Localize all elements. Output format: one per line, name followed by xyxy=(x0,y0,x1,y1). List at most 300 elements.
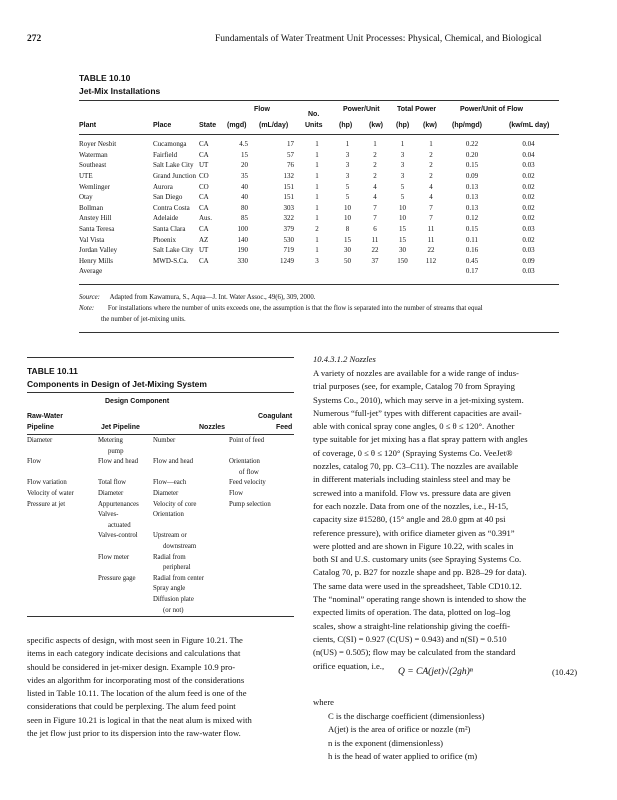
table1-cell: 3 xyxy=(345,161,350,170)
table1-cell: 0.02 xyxy=(522,214,535,223)
source-label: Source: xyxy=(79,294,100,301)
table1-cell: 1 xyxy=(315,203,319,212)
table1-cell: 10 xyxy=(344,214,351,223)
table1-cell: 112 xyxy=(425,256,437,265)
table1-row xyxy=(79,150,559,161)
table1-cell: 7 xyxy=(429,214,433,223)
table1-group-total-power: Total Power xyxy=(397,106,437,113)
table2-cell: Valves- actuated xyxy=(98,511,131,529)
table1-cell: 0.13 xyxy=(465,193,479,202)
definition-item: n is the exponent (dimensionless) xyxy=(328,737,444,748)
table1-cell: 0.11 xyxy=(466,235,478,244)
left-line: specific aspects of design, with most seen in Figure 10.21. The xyxy=(27,635,243,645)
table1-cell: UTE xyxy=(79,172,93,181)
right-line: Numerous “full-jet” types with different capacities are avail- xyxy=(313,407,522,418)
table2-head-nozzles: Nozzles xyxy=(199,424,226,431)
right-line: for each nozzle. Data from one of the nozzles, i.e., H-15, xyxy=(313,500,509,511)
definitions xyxy=(328,710,598,763)
table2-cell xyxy=(98,595,153,616)
table1-cell: 0.12 xyxy=(465,214,479,223)
table1-cell: Contra Costa xyxy=(153,203,190,212)
right-line: both SI and U.S. customary units (see Spraying Systems Co. xyxy=(313,554,522,565)
table1-cell: 3 xyxy=(345,172,350,181)
table1-cell: 2 xyxy=(373,161,377,170)
table1-cell: 190 xyxy=(237,246,248,255)
table1-title: Jet-Mix Installations xyxy=(79,86,161,96)
table1-cell: 22 xyxy=(371,246,379,255)
table1-cell: 1 xyxy=(315,235,319,244)
table1-cell: 2 xyxy=(315,225,319,234)
table1-cell: 7 xyxy=(373,214,377,223)
table2-title: Components in Design of Jet-Mixing System xyxy=(27,379,207,389)
table2-cell: Appurtenances xyxy=(98,500,139,508)
table2-cell: Metering pump xyxy=(98,437,124,455)
table2-row xyxy=(27,574,294,585)
table1-cell: 0.02 xyxy=(522,172,535,181)
table1-cell: 0.16 xyxy=(465,246,479,255)
table2-cell xyxy=(27,553,98,574)
table2-head-raw-2: Pipeline xyxy=(27,424,54,431)
table1-col-total-kw: (kw) xyxy=(423,122,437,129)
table1-cell: 132 xyxy=(283,172,294,181)
table1-cell: 0.09 xyxy=(522,256,535,265)
table1-cell: 5 xyxy=(400,182,405,191)
table1-cell: 10 xyxy=(399,203,406,212)
table2-head-coag-2: Feed xyxy=(276,424,293,431)
table1-cell: 151 xyxy=(283,193,294,202)
table1-row xyxy=(79,203,559,214)
table1-col-kw-ml-day: (kw/mL day) xyxy=(509,122,550,129)
page-number: 272 xyxy=(27,34,42,44)
table1-cell: 0.15 xyxy=(465,161,479,170)
table1-cell: 719 xyxy=(283,246,294,255)
right-line: The “nominal” operating range shown is intended to show the xyxy=(313,594,527,605)
table1-cell xyxy=(300,266,334,277)
table1-cell xyxy=(153,266,199,277)
right-line: Systems Co., 2010), which may serve in a jet-mixing system. xyxy=(313,394,524,405)
table1-cell: 22 xyxy=(427,246,435,255)
table1-cell xyxy=(361,266,389,277)
equation-number: (10.42) xyxy=(552,667,578,677)
table1-row xyxy=(79,160,559,171)
table1-cell: Wemlinger xyxy=(79,182,110,191)
table1-bottom-rule xyxy=(79,284,559,285)
table1-cell: 5 xyxy=(345,182,350,191)
table2-cell: Feed velocity xyxy=(229,479,266,487)
table1-cell: 85 xyxy=(241,214,248,223)
table1-cell: 0.02 xyxy=(522,182,535,191)
right-line: Catalog 70, p. B27 for nozzle shape and pp. B28–29 for data). xyxy=(313,567,527,578)
table1-cell: 0.03 xyxy=(522,267,535,276)
table1-cell: 140 xyxy=(237,235,248,244)
table1-cell: AZ xyxy=(199,235,209,244)
table2-cell xyxy=(229,584,294,595)
table1-cell: CA xyxy=(199,256,209,265)
table1-col-state: State xyxy=(199,122,217,129)
right-body-text xyxy=(313,367,591,673)
table1-cell: 7 xyxy=(373,203,377,212)
table2-cell: Point of feed xyxy=(229,437,265,444)
table1-cell: Aus. xyxy=(199,214,213,223)
table1-cell: 10 xyxy=(399,214,406,223)
table2-cell xyxy=(229,574,294,585)
table1-cell: 0.17 xyxy=(465,267,479,276)
table1-cell: Cucamonga xyxy=(153,140,187,149)
table1-cell: 3 xyxy=(400,172,405,181)
table1-cell: 15 xyxy=(399,235,406,244)
table2-cell xyxy=(27,584,98,595)
table1-cell xyxy=(334,266,361,277)
table1-cell: 1 xyxy=(429,140,433,149)
table1-cell: 0.13 xyxy=(465,182,479,191)
equation: Q = CA(jet)√(2gh)ⁿ xyxy=(398,667,473,677)
table1-cell: 1249 xyxy=(280,256,294,265)
table1-cell: 50 xyxy=(344,256,351,265)
left-line: listed in Table 10.11. The location of the alum feed is one of the xyxy=(27,688,247,699)
table1-row xyxy=(79,171,559,182)
table1-cell: 17 xyxy=(287,140,294,149)
table1-cell: 0.15 xyxy=(465,225,479,234)
table1-cell: 4 xyxy=(373,193,377,202)
table2-cell: Velocity of water xyxy=(27,489,74,497)
table2-cell: Flow and head xyxy=(153,458,194,466)
right-line: (n(US) = 0.505); flow may be calculated from the standard xyxy=(313,647,516,658)
table1-source xyxy=(79,294,315,301)
right-line: scales, show a straight-line relationship giving the coeffi- xyxy=(313,620,510,631)
table2-cell: Flow—each xyxy=(153,479,187,487)
table1-cell: 1 xyxy=(315,172,319,181)
table1-cell: 303 xyxy=(283,203,294,212)
table1-cell: 1 xyxy=(315,214,319,223)
table1-cell: Grand Junction xyxy=(153,172,196,181)
table1-cell: Salt Lake City xyxy=(153,161,194,170)
table1-cell: Fairfield xyxy=(153,150,178,159)
table1-cell: 37 xyxy=(371,256,379,265)
table1-cell: 0.02 xyxy=(522,193,535,202)
section-heading: 10.4.3.1.2 Nozzles xyxy=(313,354,376,364)
table1-cell: 0.03 xyxy=(522,225,535,234)
table1-cell: 2 xyxy=(373,150,377,159)
table2-cell: Orientation of flow xyxy=(229,458,260,476)
right-line: type suitable for jet mixing has a flat spray pattern with angles xyxy=(313,434,528,445)
table1-col-plant: Plant xyxy=(79,122,97,129)
table1-body xyxy=(79,139,559,277)
table1-cell: 1 xyxy=(315,150,319,159)
table1-cell: 100 xyxy=(237,225,248,234)
right-line: A variety of nozzles are available for a wide range of indus- xyxy=(313,368,519,378)
note-label: Note: xyxy=(79,305,95,312)
table1-col-units: Units xyxy=(305,122,323,129)
table2-cell: Pump selection xyxy=(229,500,271,508)
table2-cell: Number xyxy=(153,437,176,444)
table2-cell: Radial from peripheral xyxy=(153,553,191,572)
table1-cell: 151 xyxy=(283,182,294,191)
table1-cell: 0.22 xyxy=(465,140,479,149)
table1-col-ml-day: (mL/day) xyxy=(259,122,289,129)
table1-group-flow: Flow xyxy=(254,106,270,113)
right-line: in different materials including stainless steel and may be xyxy=(313,474,511,485)
table1-row xyxy=(79,139,559,150)
note-line2: the number of jet-mixing units. xyxy=(101,316,186,323)
table1-cell: 1 xyxy=(315,193,319,202)
table2-cell: Diameter xyxy=(27,437,53,444)
table1-cell xyxy=(227,266,254,277)
table2-cell: Valves-control xyxy=(98,532,138,540)
left-line: should be considered in jet-mixer design. Example 10.9 pro- xyxy=(27,661,236,672)
table2-cell: Flow xyxy=(27,458,41,466)
table1-cell: 8 xyxy=(345,225,350,234)
left-line: vides an algorithm for incorporating most of the considerations xyxy=(27,674,245,685)
definition-item: h is the head of water applied to orifice (m) xyxy=(328,750,478,761)
table1-col-hp: (hp) xyxy=(339,122,353,129)
table2-row xyxy=(27,478,294,489)
table1-group-no: No. xyxy=(308,111,320,118)
table1-cell xyxy=(254,266,300,277)
table1-cell: 322 xyxy=(283,214,294,223)
table1-cell: 1 xyxy=(315,140,319,149)
table1-cell: 2 xyxy=(373,172,377,181)
table1-cell: Aurora xyxy=(153,182,173,191)
table1-top-rule xyxy=(79,100,559,101)
table1-cell: 15 xyxy=(344,235,351,244)
table2-row xyxy=(27,584,294,595)
table2-row xyxy=(27,553,294,574)
table1-col-hp-mgd: (hp/mgd) xyxy=(452,122,482,129)
where-label: where xyxy=(313,697,334,707)
table2-cell: Spray angle xyxy=(153,585,186,593)
table2-head-raw-1: Raw-Water xyxy=(27,413,63,420)
table1-cell: Santa Teresa xyxy=(79,225,115,234)
left-line: considerations that could be perplexing. The alum feed point xyxy=(27,701,236,712)
table2-top-rule xyxy=(27,392,294,393)
table2-cell: Flow meter xyxy=(98,553,130,561)
table1-cell: Santa Clara xyxy=(153,225,186,234)
table1-cell: Adelaide xyxy=(153,214,179,223)
table2-header-rule xyxy=(27,434,294,435)
table1-cell: 2 xyxy=(429,161,433,170)
table1-row xyxy=(79,213,559,224)
table2-cell: Upstream or downstream xyxy=(153,532,197,550)
table1-col-total-hp: (hp) xyxy=(396,122,410,129)
running-title: Fundamentals of Water Treatment Unit Processes: Physical, Chemical, and Biological xyxy=(215,34,542,44)
table1-cell: CA xyxy=(199,203,209,212)
table2-row xyxy=(27,500,294,511)
table1-cell: 35 xyxy=(241,172,248,181)
table1-cell: 3 xyxy=(315,256,319,265)
table1-cell: CA xyxy=(199,150,209,159)
table2-cell: Flow xyxy=(229,489,243,497)
table1-cell: Otay xyxy=(79,193,93,202)
table2-cell xyxy=(229,510,294,531)
table2-cell: Pressure gage xyxy=(98,574,136,582)
table1-row xyxy=(79,181,559,192)
table1-cell: Jordan Valley xyxy=(79,246,118,255)
table1-cell: 1 xyxy=(315,246,319,255)
table1-cell: CO xyxy=(199,182,209,191)
table1-cell: San Diego xyxy=(153,193,183,202)
table1-col-mgd: (mgd) xyxy=(227,122,247,129)
table1-cell: 1 xyxy=(400,140,405,149)
table1-cell: 1 xyxy=(315,161,319,170)
table1-cell: 10 xyxy=(344,203,351,212)
table1-group-power-unit: Power/Unit xyxy=(343,106,380,113)
table1-row xyxy=(79,245,559,256)
table1-cell: Bollman xyxy=(79,203,104,212)
table1-cell: 5 xyxy=(400,193,405,202)
table1-cell: 0.03 xyxy=(522,246,535,255)
table1-row xyxy=(79,224,559,235)
table1-cell: Salt Lake City xyxy=(153,246,194,255)
table1-cell: 0.13 xyxy=(465,203,479,212)
table2-cell: Flow and head xyxy=(98,458,139,466)
table2-cell: Flow variation xyxy=(27,479,67,487)
table1-header-rule xyxy=(79,134,559,135)
table2-cell: Total flow xyxy=(98,479,127,487)
table2-row xyxy=(27,510,294,531)
left-line: items in each category indicate decisions and calculations that xyxy=(27,648,241,659)
table1-cell: 2 xyxy=(429,150,433,159)
table1-cell: 11 xyxy=(371,235,379,244)
table1-cell: 80 xyxy=(241,203,248,212)
table1-cell: Royer Nesbit xyxy=(79,140,117,149)
table1-label: TABLE 10.10 xyxy=(79,73,131,83)
table1-cell: 150 xyxy=(397,256,408,265)
table1-cell: UT xyxy=(199,246,209,255)
table1-group-power-unit-flow: Power/Unit of Flow xyxy=(460,106,523,113)
table1-row xyxy=(79,192,559,203)
table1-cell: 15 xyxy=(241,150,248,159)
table1-cell: 1 xyxy=(315,182,319,191)
table1-cell: 4 xyxy=(429,193,433,202)
table1-cell: 0.45 xyxy=(465,256,479,265)
table1-cell: 30 xyxy=(399,246,406,255)
right-line: capacity size #15280, (15° angle and 28.0 gpm at 40 psi xyxy=(313,514,506,525)
right-line: of coverage, 0 ≤ θ ≤ 120° (Spraying Systems Co. VeeJet® xyxy=(313,447,513,458)
table1-cell: 4 xyxy=(429,182,433,191)
table1-cell: 30 xyxy=(344,246,351,255)
table2-cell: Pressure at jet xyxy=(27,500,66,508)
table1-cell: CO xyxy=(199,172,209,181)
table1-cell: 0.09 xyxy=(465,172,479,181)
table1-cell xyxy=(416,266,446,277)
table1-row xyxy=(79,234,559,245)
table1-cell: CA xyxy=(199,225,209,234)
table2-cell: Radial from center xyxy=(153,574,204,582)
table2-head-jet: Jet Pipeline xyxy=(101,424,140,431)
table1-cell: Average xyxy=(79,267,103,276)
table1-cell: 0.20 xyxy=(465,150,479,159)
table1-cell: 4 xyxy=(373,182,377,191)
right-line: reference pressure), with orifice diameter given as “0.391” xyxy=(313,527,515,538)
table1-cell: Henry Mills xyxy=(79,256,114,265)
definition-item: A(jet) is the area of orifice or nozzle (m²) xyxy=(328,724,471,735)
table1-cell: 530 xyxy=(283,235,294,244)
table1-cell: 4.5 xyxy=(239,140,248,149)
right-line: screwed into a manifold. Flow vs. pressure data are given xyxy=(313,487,511,498)
right-line: trial purposes (see, for example, Catalog 70 from Spraying xyxy=(313,381,515,392)
table2-cell: Diameter xyxy=(153,489,179,497)
table2-cell xyxy=(229,595,294,616)
right-line: The same data were used in the spreadsheet, Table CD10.12. xyxy=(313,580,522,591)
table1-cell: Southeast xyxy=(79,161,107,170)
table2-top-frame xyxy=(27,357,294,358)
table1-cell: 11 xyxy=(427,235,435,244)
table1-cell xyxy=(199,266,227,277)
table2-cell xyxy=(27,595,98,616)
table2-cell xyxy=(27,574,98,585)
table2-cell xyxy=(98,584,153,595)
table1-cell: UT xyxy=(199,161,209,170)
table1-end-rule xyxy=(79,332,559,333)
table1-row xyxy=(79,266,559,277)
table2-row xyxy=(27,457,294,478)
table2-head-coag-1: Coagulant xyxy=(258,413,293,420)
table2-cell xyxy=(27,531,98,552)
table1-cell: 5 xyxy=(345,193,350,202)
right-line: expected limits of operation. The data, plotted on log–log xyxy=(313,607,511,618)
table1-cell: 0.02 xyxy=(522,235,535,244)
table1-cell: 20 xyxy=(241,161,248,170)
right-line: orifice equation, i.e., xyxy=(313,660,385,671)
table1-cell: 7 xyxy=(429,203,433,212)
note-line1: For installations where the number of units exceeds one, the assumption is that the flow is separated into the number of streams that equal xyxy=(107,305,483,312)
table1-cell: 76 xyxy=(287,161,294,170)
table2-body xyxy=(27,436,294,616)
table1-cell: Val Vista xyxy=(79,235,105,244)
table2-bottom-rule xyxy=(27,616,294,617)
table2-design-component: Design Component xyxy=(105,398,170,405)
table1-cell: MWD-S.Ca. xyxy=(153,256,189,265)
table1-cell: 1 xyxy=(373,140,377,149)
table1-cell: Phoenix xyxy=(153,235,176,244)
table1-cell xyxy=(389,266,416,277)
table1-cell: 0.04 xyxy=(522,140,535,149)
table2-row xyxy=(27,436,294,457)
definition-item: C is the discharge coefficient (dimensionless) xyxy=(328,711,485,721)
right-line: cients, C(SI) = 0.927 (C(US) = 0.943) and n(SI) = 0.510 xyxy=(313,633,507,644)
table1-cell: 40 xyxy=(241,193,248,202)
left-body-text xyxy=(27,634,293,740)
table1-cell: 0.02 xyxy=(522,203,535,212)
table2-cell xyxy=(229,531,294,552)
table1-row xyxy=(79,256,559,267)
source-text: Adapted from Kawamura, S., Aqua—J. Int. Water Assoc., 49(6), 309, 2000. xyxy=(109,294,316,301)
table2-cell: Diffusion plate (or not) xyxy=(153,595,194,614)
table2-row xyxy=(27,489,294,500)
table1-cell: 3 xyxy=(400,161,405,170)
table2-row xyxy=(27,531,294,552)
table1-cell: Waterman xyxy=(79,150,108,159)
table2-cell: Velocity of core xyxy=(153,500,197,508)
table1-cell: 2 xyxy=(429,172,433,181)
table2-cell: Diameter xyxy=(98,489,124,497)
table1-cell: 11 xyxy=(427,225,435,234)
table2-cell: Orientation xyxy=(153,511,184,519)
table2-cell xyxy=(27,510,98,531)
table2-label: TABLE 10.11 xyxy=(27,366,78,376)
table1-col-place: Place xyxy=(153,122,172,129)
table1-cell: 6 xyxy=(373,225,377,234)
table1-note xyxy=(79,305,483,312)
table1-cell: 0.03 xyxy=(522,161,535,170)
table2-row xyxy=(27,595,294,616)
table1-cell: 0.04 xyxy=(522,150,535,159)
table1-col-kw: (kw) xyxy=(369,122,383,129)
table1-cell: Anstey Hill xyxy=(79,214,112,223)
table1-cell: CA xyxy=(199,140,209,149)
table1-cell: 3 xyxy=(345,150,350,159)
table2-cell xyxy=(229,553,294,574)
